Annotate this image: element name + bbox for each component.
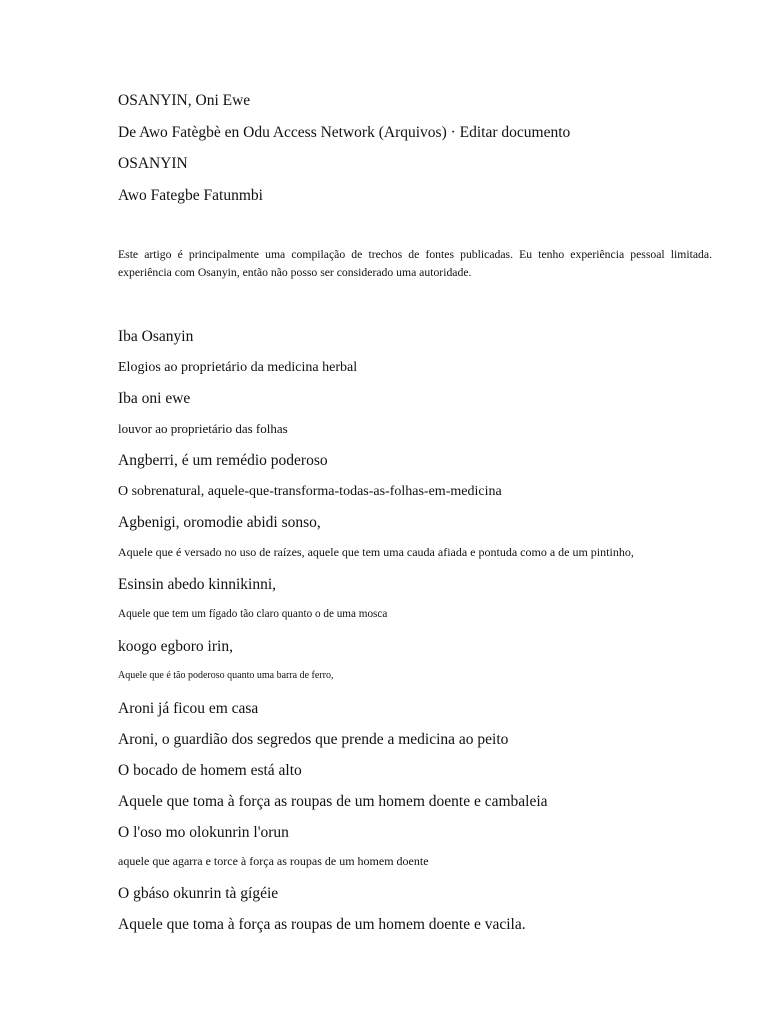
verse-line: Iba oni ewe: [118, 390, 191, 407]
verse-line: Agbenigi, oromodie abidi sonso,: [118, 514, 321, 531]
verse-translation: louvor ao proprietário das folhas: [118, 421, 288, 436]
verse-line: Esinsin abedo kinnikinni,: [118, 576, 277, 593]
verse-translation: Aquele que é versado no uso de raízes, aquele que tem uma cauda afiada e pontuda como a de um pintinho,: [118, 545, 634, 559]
verse-line: Iba Osanyin: [118, 328, 194, 345]
verse-translation: Aquele que toma à força as roupas de um homem doente e cambaleia: [118, 793, 548, 810]
document-byline: De Awo Fatègbè en Odu Access Network (Arquivos) · Editar documento: [118, 124, 571, 141]
verse-line: Angberri, é um remédio poderoso: [118, 452, 328, 469]
verse-translation: Aquele que é tão poderoso quanto uma barra de ferro,: [118, 670, 334, 681]
section-heading: OSANYIN: [118, 155, 188, 172]
verse-line: O l'oso mo olokunrin l'orun: [118, 824, 289, 841]
verse-translation: Aquele que tem um fígado tão claro quanto o de uma mosca: [118, 608, 388, 620]
verse-line: koogo egboro irin,: [118, 638, 233, 655]
verse-translation: O sobrenatural, aquele-que-transforma-todas-as-folhas-em-medicina: [118, 484, 502, 499]
document-title: OSANYIN, Oni Ewe: [118, 92, 251, 109]
verse-translation: Aquele que toma à força as roupas de um homem doente e vacila.: [118, 916, 526, 933]
verse-line: O bocado de homem está alto: [118, 762, 302, 779]
verse-translation: Aroni, o guardião dos segredos que prende a medicina ao peito: [118, 731, 509, 748]
verse-line: Aroni já ficou em casa: [118, 700, 259, 717]
verse-translation: aquele que agarra e torce à força as roupas de um homem doente: [118, 854, 429, 868]
verse-line: O gbáso okunrin tà gígéie: [118, 885, 279, 902]
author-name: Awo Fategbe Fatunmbi: [118, 187, 263, 204]
intro-paragraph: Este artigo é principalmente uma compilação de trechos de fontes publicadas. Eu tenho experiência pessoal limitada. experiência com Osanyin, então não posso ser considerado uma autoridade.: [118, 248, 712, 279]
verse-translation: Elogios ao proprietário da medicina herbal: [118, 360, 358, 375]
